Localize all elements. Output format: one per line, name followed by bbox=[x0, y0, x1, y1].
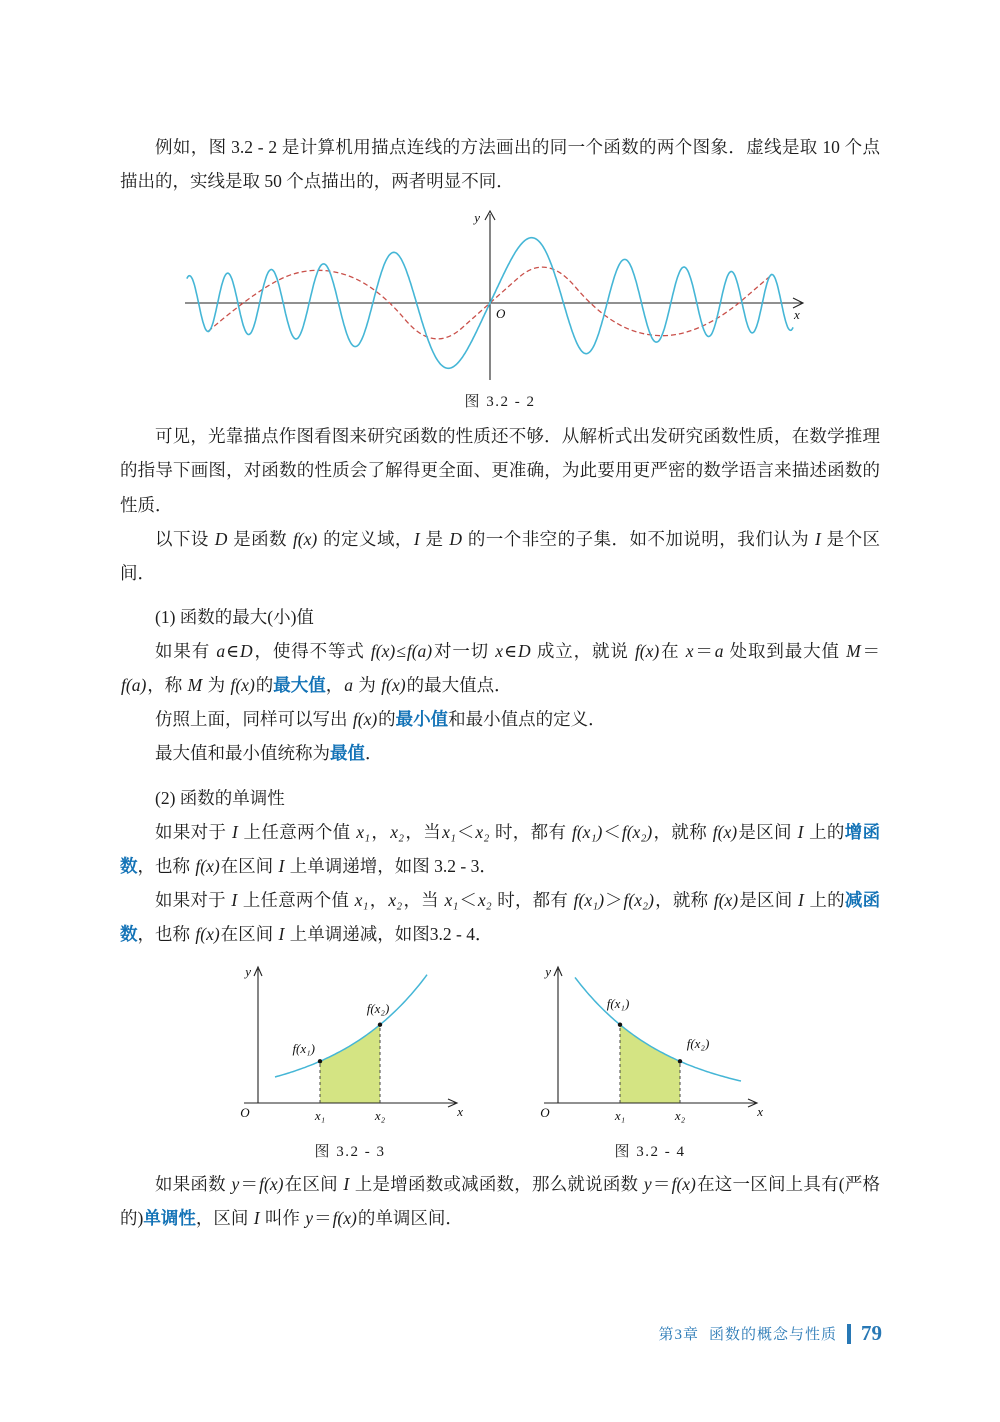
text-run: ≤ bbox=[396, 641, 406, 661]
math-symbol: f(x₁) bbox=[571, 821, 603, 842]
x1-label: x₁ bbox=[614, 1108, 626, 1124]
page-footer bbox=[658, 1321, 882, 1346]
text-run: ，当 bbox=[403, 889, 444, 910]
math-symbol: x₂ bbox=[388, 889, 403, 910]
paragraph-example-intro bbox=[120, 130, 880, 198]
math-symbol: a bbox=[344, 675, 354, 696]
math-symbol: D bbox=[214, 528, 228, 549]
figure-3-2-2 bbox=[120, 208, 880, 411]
text-run: 仿照上面，同样可以写出 bbox=[155, 709, 352, 730]
text-run: 为 bbox=[203, 675, 230, 696]
math-symbol: x₂ bbox=[477, 889, 492, 910]
highlighted-term: 最大值 bbox=[273, 675, 326, 696]
math-symbol: f(x) bbox=[370, 641, 396, 661]
footer-divider bbox=[847, 1324, 851, 1344]
text-run: ＝ bbox=[240, 1174, 259, 1195]
math-symbol: f(a) bbox=[406, 641, 433, 661]
figure-3-2-3-plot bbox=[230, 963, 470, 1138]
math-symbol: I bbox=[253, 1208, 260, 1229]
text-run: ＜ bbox=[459, 889, 477, 910]
x1-label: x₁ bbox=[314, 1108, 326, 1124]
text-run: 和最小值点的定义． bbox=[448, 709, 606, 730]
text-run: ，就称 bbox=[653, 821, 712, 842]
text-run: ，也称 bbox=[137, 924, 195, 944]
math-symbol: f(x₂) bbox=[621, 821, 653, 842]
math-symbol: f(x) bbox=[195, 924, 220, 944]
text-run: 上是增函数或减函数，那么就说函数 bbox=[350, 1174, 643, 1195]
math-symbol: f(a) bbox=[121, 675, 147, 696]
math-symbol: D bbox=[449, 528, 462, 549]
x2-label: x₂ bbox=[674, 1108, 686, 1124]
text-run: ＝ bbox=[694, 641, 714, 661]
text-run: 为 bbox=[354, 675, 381, 696]
page-number: 79 bbox=[861, 1321, 882, 1345]
x2-label: x₂ bbox=[374, 1108, 386, 1124]
origin-label: O bbox=[540, 1105, 550, 1121]
math-symbol: x₁ bbox=[354, 889, 369, 910]
math-symbol: I bbox=[231, 889, 238, 910]
text-run: ，称 bbox=[147, 675, 187, 696]
math-symbol: f(x) bbox=[292, 528, 318, 549]
text-run: 上单调递减，如图3.2 - 4． bbox=[285, 924, 493, 944]
text-run: 在这一区间上具有(严格的) bbox=[120, 1174, 881, 1229]
text-run: 对一切 bbox=[433, 641, 495, 661]
figure-3-2-4 bbox=[530, 963, 770, 1161]
paragraph-max-definition bbox=[120, 634, 880, 702]
math-symbol: I bbox=[814, 528, 821, 549]
figure-3-2-3-caption: 图 3.2 - 3 bbox=[314, 1144, 386, 1161]
math-symbol: f(x) bbox=[230, 675, 255, 696]
y-axis-label: y bbox=[245, 964, 251, 980]
text-run: ＜ bbox=[603, 821, 621, 842]
origin-label: O bbox=[496, 306, 506, 322]
point-fx1 bbox=[618, 1023, 622, 1027]
text-run: ＝ bbox=[652, 1174, 671, 1195]
figure-3-2-4-caption: 图 3.2 - 4 bbox=[614, 1144, 686, 1161]
paragraph-increasing-definition bbox=[120, 815, 880, 883]
math-symbol: I bbox=[413, 528, 420, 549]
math-symbol: I bbox=[343, 1174, 350, 1195]
text-run: 可见，光靠描点作图看图来研究函数的性质还不够．从解析式出发研究函数性质，在数学推理的指导下画图，对函数的性质会了解得更全面、更准确，为此要用更严密的数学语言来描述函数的性质． bbox=[120, 426, 880, 515]
x-axis-label: x bbox=[794, 307, 800, 323]
math-symbol: I bbox=[232, 821, 238, 842]
text-run: 在区间 bbox=[220, 855, 278, 876]
text-run: 的单调区间． bbox=[357, 1208, 463, 1229]
figure-3-2-4-plot bbox=[530, 963, 770, 1138]
text-run: 以下设 bbox=[155, 528, 214, 549]
math-symbol: f(x₁) bbox=[573, 889, 605, 910]
paragraph-domain-setup bbox=[120, 522, 880, 590]
math-symbol: x₂ bbox=[475, 821, 490, 842]
text-run: 上的 bbox=[804, 889, 845, 910]
text-run: 是区间 bbox=[738, 821, 797, 842]
text-run: 是函数 bbox=[228, 528, 292, 549]
figure-3-2-3 bbox=[230, 963, 470, 1161]
text-run: 处取到最大值 bbox=[724, 641, 846, 661]
math-symbol: I bbox=[278, 924, 285, 944]
math-symbol: f(x) bbox=[381, 675, 406, 696]
fx2-label: f(x₂) bbox=[686, 1036, 710, 1052]
highlighted-term: 最小值 bbox=[395, 709, 449, 730]
math-symbol: M bbox=[187, 675, 203, 696]
text-run: 的定义域， bbox=[318, 528, 413, 549]
text-run: ，当 bbox=[405, 821, 442, 842]
math-symbol: x₁ bbox=[356, 821, 371, 842]
text-run: ，区间 bbox=[195, 1208, 253, 1229]
math-symbol: y bbox=[231, 1174, 240, 1195]
math-symbol: a bbox=[714, 641, 724, 661]
text-run: 如果函数 bbox=[155, 1174, 231, 1195]
text-run: ． bbox=[365, 743, 383, 764]
text-run: ， bbox=[325, 675, 344, 696]
text-run: 在区间 bbox=[220, 924, 278, 944]
text-run: 叫作 bbox=[260, 1208, 305, 1229]
text-run: 的一个非空的子集．如不加说明，我们认为 bbox=[463, 528, 814, 549]
fx1-label: f(x₁) bbox=[606, 996, 630, 1012]
text-run: ＝ bbox=[314, 1208, 332, 1229]
x-axis-label: x bbox=[457, 1104, 463, 1120]
text-run: 时，都有 bbox=[490, 821, 571, 842]
text-run: 例如，图 3.2 - 2 是计算机用描点连线的方法画出的同一个函数的两个图象．虚线是取 10 个点描出的，实线是取 50 个点描出的，两者明显不同． bbox=[120, 137, 880, 192]
math-symbol: D bbox=[518, 641, 531, 661]
text-run: ，也称 bbox=[137, 855, 195, 876]
decreasing-shaded-region bbox=[620, 1025, 680, 1103]
math-symbol: a bbox=[216, 641, 226, 661]
math-symbol: f(x) bbox=[332, 1208, 357, 1229]
math-symbol: f(x₂) bbox=[623, 889, 654, 910]
chapter-label: 第3章 bbox=[658, 1327, 699, 1343]
highlighted-term: 增函数 bbox=[120, 821, 881, 876]
text-run: ∈ bbox=[226, 641, 240, 661]
y-axis-label: y bbox=[545, 964, 551, 980]
math-symbol: M bbox=[846, 641, 861, 661]
fx1-label: f(x₁) bbox=[292, 1041, 315, 1057]
text-run: ， bbox=[369, 889, 388, 910]
fx2-label: f(x₂) bbox=[366, 1001, 390, 1017]
text-run: ， bbox=[371, 821, 390, 842]
text-run: 上的 bbox=[804, 821, 845, 842]
math-symbol: x₁ bbox=[444, 889, 459, 910]
math-symbol: f(x) bbox=[634, 641, 660, 661]
paragraph-monotonicity-summary bbox=[120, 1167, 880, 1235]
y-axis-label: y bbox=[474, 210, 480, 226]
chapter-title: 函数的概念与性质 bbox=[708, 1327, 837, 1343]
text-run: 是区间 bbox=[739, 889, 798, 910]
math-symbol: f(x) bbox=[713, 889, 739, 910]
text-run: 如果对于 bbox=[155, 821, 232, 842]
text-run: 的最大值点． bbox=[406, 675, 512, 696]
text-run: ＞ bbox=[605, 889, 623, 910]
origin-label: O bbox=[240, 1105, 250, 1121]
paragraph-discussion bbox=[120, 419, 880, 521]
paragraph-min-definition bbox=[120, 702, 880, 736]
math-symbol: f(x) bbox=[671, 1174, 696, 1195]
figure-3-2-2-plot bbox=[180, 208, 820, 388]
math-symbol: I bbox=[798, 889, 804, 910]
text-run: 上任意两个值 bbox=[238, 821, 356, 842]
math-symbol: D bbox=[240, 641, 253, 661]
text-run: ，就称 bbox=[654, 889, 713, 910]
text-run: 时，都有 bbox=[492, 889, 573, 910]
text-run: 在区间 bbox=[284, 1174, 343, 1195]
math-symbol: x bbox=[495, 641, 504, 661]
math-symbol: y bbox=[305, 1208, 314, 1229]
text-run: ∈ bbox=[504, 641, 518, 661]
increasing-shaded-region bbox=[320, 1025, 380, 1103]
text-run: ＝ bbox=[861, 641, 880, 661]
point-fx2 bbox=[678, 1059, 682, 1063]
math-symbol: f(x) bbox=[259, 1174, 284, 1195]
text-run: 成立，就说 bbox=[531, 641, 634, 661]
text-run: 如果对于 bbox=[155, 889, 231, 910]
math-symbol: x₁ bbox=[442, 821, 456, 842]
heading-max-min-value bbox=[120, 600, 880, 634]
text-run: 上任意两个值 bbox=[238, 889, 354, 910]
text-run: ，使得不等式 bbox=[253, 641, 370, 661]
math-symbol: I bbox=[797, 821, 804, 842]
point-fx1 bbox=[318, 1059, 322, 1063]
text-run: (1) 函数的最大(小)值 bbox=[155, 606, 314, 627]
text-run: 最大值和最小值统称为 bbox=[155, 743, 330, 764]
highlighted-term: 最值 bbox=[330, 743, 365, 764]
point-fx2 bbox=[378, 1023, 382, 1027]
math-symbol: I bbox=[278, 855, 285, 876]
highlighted-term: 减函数 bbox=[120, 889, 881, 944]
math-symbol: x₂ bbox=[390, 821, 405, 842]
text-run: 在 bbox=[660, 641, 685, 661]
figure-3-2-2-caption: 图 3.2 - 2 bbox=[464, 394, 536, 411]
text-run: 是 bbox=[420, 528, 449, 549]
text-run: 上单调递增，如图 3.2 - 3． bbox=[285, 855, 497, 876]
math-symbol: y bbox=[643, 1174, 652, 1195]
text-run: ＜ bbox=[456, 821, 475, 842]
monotonicity-figures-row bbox=[120, 963, 880, 1161]
paragraph-decreasing-definition bbox=[120, 883, 880, 951]
math-symbol: x bbox=[685, 641, 694, 661]
text-run: 是个区间． bbox=[120, 528, 881, 583]
math-symbol: f(x) bbox=[195, 855, 220, 876]
text-run: (2) 函数的单调性 bbox=[155, 787, 285, 808]
x-axis-label: x bbox=[757, 1104, 763, 1120]
highlighted-term: 单调性 bbox=[143, 1208, 196, 1229]
text-run: 的 bbox=[378, 709, 396, 730]
text-run: 如果有 bbox=[155, 641, 216, 661]
math-symbol: f(x) bbox=[712, 821, 738, 842]
paragraph-extremum-term bbox=[120, 736, 880, 770]
heading-monotonicity bbox=[120, 781, 880, 815]
text-run: 的 bbox=[255, 675, 274, 696]
math-symbol: f(x) bbox=[352, 709, 378, 730]
